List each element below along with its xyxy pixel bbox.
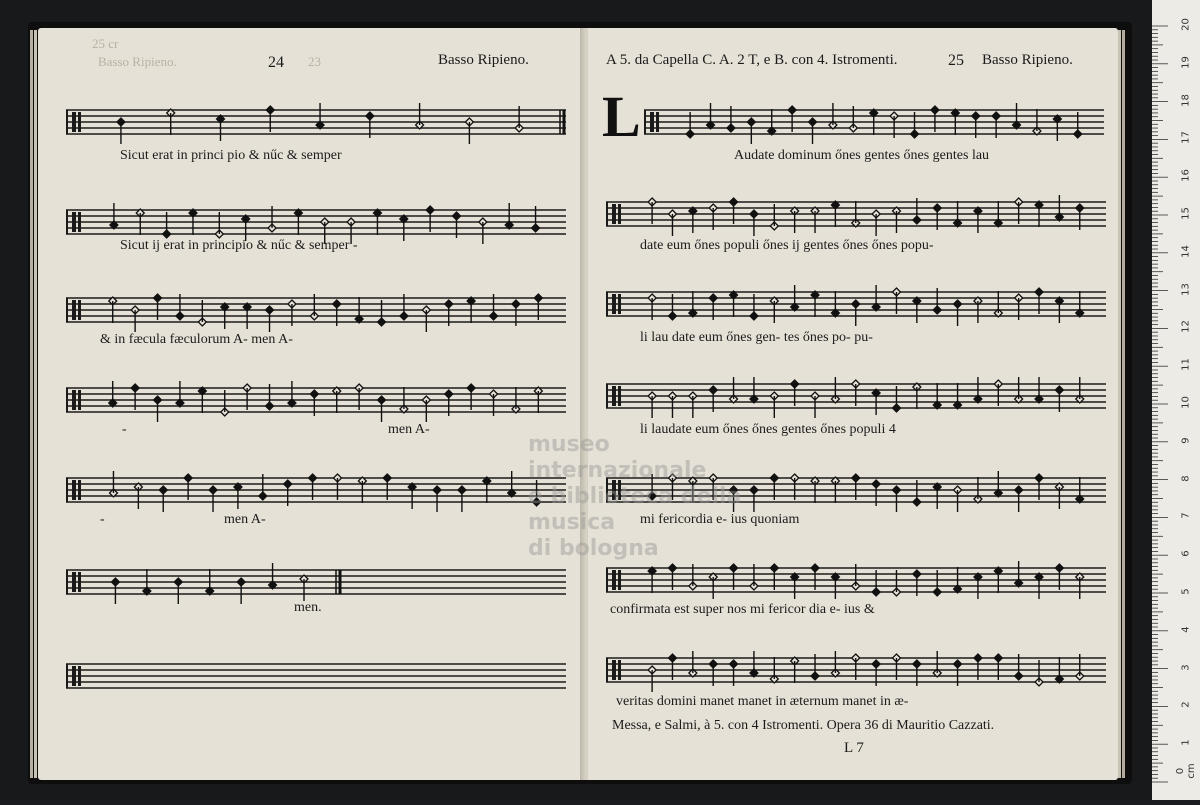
- music-staff: [606, 636, 1106, 696]
- ruler-unit-label: 0 cm: [1175, 763, 1197, 779]
- part-title: Basso Ripieno.: [982, 52, 1073, 68]
- part-title: Basso Ripieno.: [438, 52, 529, 68]
- watermark-line: e biblioteca della musica: [528, 484, 742, 535]
- staff-lines: [66, 366, 566, 426]
- ghost-number: 23: [308, 54, 321, 69]
- staff-lines: [66, 276, 566, 336]
- lyric-prefix: -: [122, 422, 127, 437]
- page-number: 24: [268, 54, 284, 71]
- lyric-line: confirmata est super nos mi fericor dia e- ius &: [610, 602, 875, 617]
- watermark: [528, 432, 748, 562]
- ruler-tick-label: 16: [1180, 169, 1192, 183]
- music-staff: [66, 88, 566, 148]
- ruler-tick-label: 6: [1180, 550, 1192, 557]
- ruler-tick-label: 5: [1180, 588, 1192, 595]
- lyric-line: Sicut ij erat in principio & nűc & semper -: [120, 238, 358, 253]
- lyric-line: mi fericordia e- ius quoniam: [640, 512, 800, 527]
- ruler-tick-label: 7: [1180, 512, 1192, 520]
- lyric-line: li lau date eum őnes gen- tes őnes po- pu-: [640, 330, 873, 345]
- left-page: [38, 28, 584, 780]
- ruler-tick-label: 11: [1180, 358, 1192, 372]
- staff-lines: [606, 636, 1106, 696]
- staff-lines: [606, 180, 1106, 240]
- lyric-line: Sicut erat in princi pio & nűc & semper: [120, 148, 342, 163]
- ruler-tick-label: 17: [1180, 131, 1192, 145]
- lyric-line: men A-: [224, 512, 266, 527]
- lyric-line: veritas domini manet manet in æternum manet in æ-: [616, 694, 909, 709]
- ruler-tick-label: 18: [1180, 93, 1192, 107]
- ruler-tick-label: 15: [1180, 207, 1192, 220]
- measuring-ruler: [1152, 0, 1200, 800]
- music-staff: [606, 270, 1106, 330]
- ruler-tick-label: 20: [1180, 18, 1192, 31]
- page-edge: [1122, 30, 1125, 778]
- lyric-line: men A-: [388, 422, 430, 437]
- ruler-tick-label: 10: [1180, 396, 1192, 409]
- ruler-ticks: [1152, 0, 1200, 800]
- page-number: 25: [948, 52, 964, 69]
- music-staff: [66, 548, 566, 608]
- staff-lines: [66, 642, 566, 702]
- lyric-line: Audate dominum őnes gentes őnes gentes lau: [734, 148, 990, 163]
- music-staff: [644, 88, 1104, 148]
- staff-lines: [66, 88, 566, 148]
- lyric-line: men.: [294, 600, 322, 615]
- ruler-tick-label: 4: [1180, 626, 1192, 633]
- ruler-tick-label: 3: [1180, 663, 1192, 671]
- lyric-line: date eum őnes populi őnes ij gentes őnes őnes popu-: [640, 238, 934, 253]
- ruler-tick-label: 2: [1180, 701, 1192, 709]
- page-footer: Messa, e Salmi, à 5. con 4 Istromenti. Opera 36 di Mauritio Cazzati.: [612, 718, 995, 733]
- staff-lines: [606, 362, 1106, 422]
- music-staff: [66, 276, 566, 336]
- empty-staff: [66, 642, 566, 702]
- ruler-tick-label: 8: [1180, 474, 1192, 482]
- ruler-tick-label: 13: [1180, 282, 1192, 296]
- ruler-tick-label: 14: [1180, 244, 1192, 258]
- music-staff: [606, 180, 1106, 240]
- music-staff: [66, 366, 566, 426]
- drop-cap: L: [602, 84, 641, 149]
- lyric-line: li laudate eum őnes őnes gentes őnes populi 4: [640, 422, 896, 437]
- voicing-header: A 5. da Capella C. A. 2 T, e B. con 4. Istromenti.: [606, 52, 898, 68]
- ghost-header: 25 cr: [92, 36, 119, 51]
- page-edge: [30, 30, 33, 778]
- lyric-prefix: -: [100, 512, 105, 527]
- lyric-line: & in fæcula fæculorum A- men A-: [100, 332, 293, 347]
- music-staff: [606, 362, 1106, 422]
- signature-mark: L 7: [844, 740, 864, 756]
- ghost-title: Basso Ripieno.: [98, 54, 177, 69]
- ruler-tick-label: 19: [1180, 55, 1192, 69]
- watermark-line: museo internazionale: [528, 432, 707, 483]
- staff-lines: [66, 456, 566, 516]
- staff-lines: [606, 270, 1106, 330]
- right-page: [588, 28, 1118, 780]
- staff-lines: [644, 88, 1104, 148]
- ruler-tick-label: 1: [1180, 739, 1192, 746]
- page-edge: [34, 30, 37, 778]
- page-edge: [1118, 30, 1121, 778]
- watermark-line: di bologna: [528, 536, 659, 561]
- music-staff: [66, 456, 566, 516]
- ruler-tick-label: 12: [1180, 320, 1192, 334]
- staff-lines: [66, 548, 566, 608]
- ruler-tick-label: 9: [1180, 437, 1192, 444]
